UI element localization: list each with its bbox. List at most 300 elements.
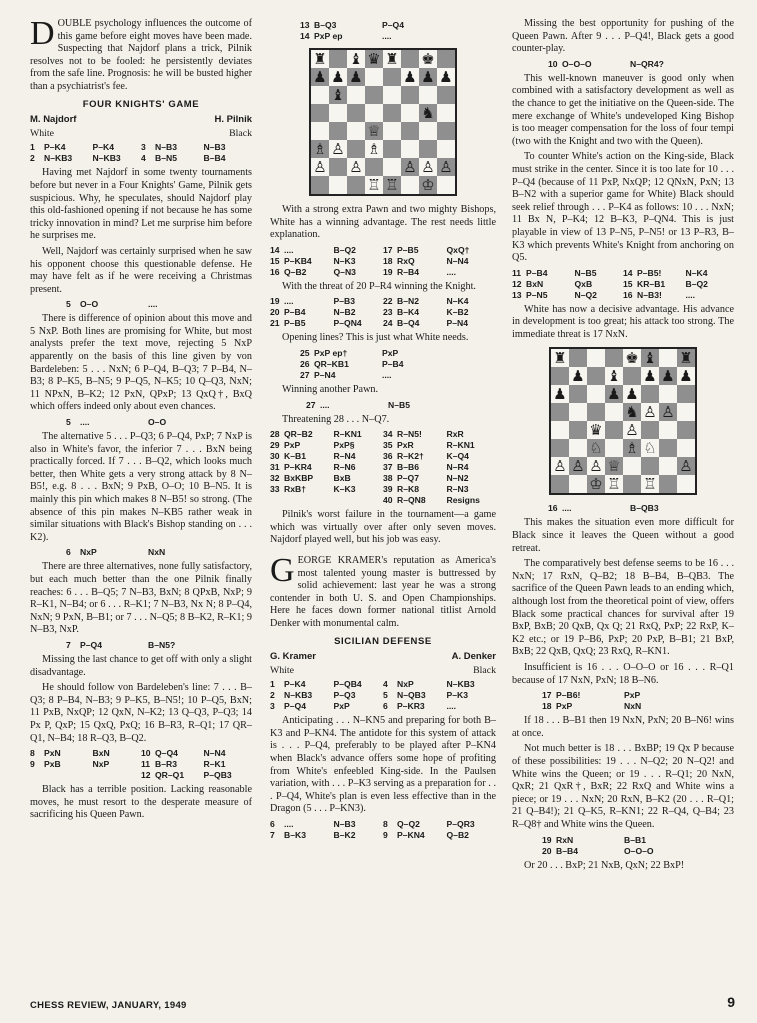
board-square <box>311 140 329 158</box>
move-cell: 6 <box>270 819 275 830</box>
board-square <box>677 457 695 475</box>
players: M. Najdorf H. Pilnik <box>30 114 252 126</box>
move-cell: P–QB3 <box>203 770 232 781</box>
black-pawn-icon: ♟ <box>625 385 639 404</box>
move-row <box>30 153 252 164</box>
board-square <box>365 176 383 194</box>
board-square <box>605 385 623 403</box>
board-square <box>347 68 365 86</box>
move-cell: P–B5! <box>637 267 662 278</box>
board-square <box>659 457 677 475</box>
board-square <box>677 367 695 385</box>
move-pair <box>383 462 496 473</box>
board-square <box>401 68 419 86</box>
board-square <box>569 421 587 439</box>
board-square <box>551 421 569 439</box>
move-cell: 17 <box>383 244 393 255</box>
move-cell: P–K4 <box>284 679 306 690</box>
move-pair <box>383 451 496 462</box>
move-table <box>270 429 496 506</box>
chess-diagram <box>549 347 697 495</box>
move-row <box>270 267 496 278</box>
move-pair <box>512 279 623 290</box>
move-cell: P–Q4 <box>80 639 102 650</box>
board-square <box>659 385 677 403</box>
annotation: Missing the last chance to get off with only a slight disadvantage. <box>30 653 252 678</box>
black-pawn-icon: ♟ <box>571 367 585 386</box>
move-row <box>270 830 496 841</box>
move-cell: 12 <box>512 278 522 289</box>
board-square <box>641 439 659 457</box>
move-cell: R–N3 <box>446 484 469 495</box>
move-cell: P–KN4 <box>397 830 425 841</box>
board-square <box>347 140 365 158</box>
black-bishop-icon: ♝ <box>349 50 363 68</box>
move-cell: N–KB3 <box>44 153 73 164</box>
move-row <box>270 318 496 329</box>
white-bishop-icon: ♗ <box>367 140 381 158</box>
move-cell: N–B5 <box>574 267 597 278</box>
move-cell: NxP <box>397 679 414 690</box>
board-square <box>641 349 659 367</box>
move-cell: PxP ep† <box>314 347 348 358</box>
move-cell <box>93 770 142 781</box>
board-square <box>587 349 605 367</box>
black-pawn-icon: ♟ <box>331 68 345 86</box>
move-table <box>300 20 450 42</box>
move-cell: QxB <box>574 278 593 289</box>
move-cell: N–B2 <box>333 307 356 318</box>
move-cell: 5 <box>66 299 71 310</box>
board-square <box>401 122 419 140</box>
annotation: There is difference of opinion about this move and 5 NxP. Both lines are promising for White, but most analysts prefer the text move, rejecting 5 NxP apparently on the basis of this line given by von Bardeleben: 5 . . . NxN; 6 P–Q4, B–Q3; 7 P–B4, N–B3; 8 P–K5, B–N5; 9 P–Q5, N–K5; 10 Q–Q3, NxN; 11 NPxN, B–K2; 12 PxN, QPxP; 13 QxQ†, BxQ which offers indeed only about even chances. <box>30 313 252 413</box>
board-square <box>419 122 437 140</box>
move-cell: 32 <box>270 473 280 484</box>
move-cell: P–QN4 <box>333 318 362 329</box>
move-cell: 3 <box>270 701 275 712</box>
move-cell: RxR <box>446 429 464 440</box>
move-pair <box>383 484 496 495</box>
board-square <box>659 367 677 385</box>
move-cell: P–QR3 <box>446 819 475 830</box>
move-cell: P–Q3 <box>333 690 356 701</box>
move-cell: .... <box>148 299 158 310</box>
board-square <box>329 122 347 140</box>
move-cell: R–K2† <box>397 451 424 462</box>
move-pair <box>30 142 141 153</box>
move-row <box>542 835 692 846</box>
board-square <box>623 475 641 493</box>
move-row <box>300 31 450 42</box>
board-square <box>401 86 419 104</box>
move-cell: 25 <box>300 347 310 358</box>
move-table <box>270 679 496 712</box>
move-cell: 7 <box>66 639 71 650</box>
move-cell: RxQ <box>397 255 415 266</box>
move-table <box>270 245 496 278</box>
move-pair <box>30 748 141 759</box>
white-rook-icon: ♖ <box>643 475 657 494</box>
board-square <box>347 86 365 104</box>
move-cell: K–B1 <box>284 451 306 462</box>
move-cell: BxN <box>526 278 544 289</box>
board-square <box>623 349 641 367</box>
move-cell: P–B4 <box>526 267 548 278</box>
move-cell: PxP <box>556 701 573 712</box>
move-cell: N–N4 <box>203 748 226 759</box>
move-cell: 10 <box>548 58 558 69</box>
white-queen-icon: ♕ <box>367 122 381 140</box>
annotation: Or 20 . . . BxP; 21 NxB, QxN; 22 BxP! <box>524 859 685 871</box>
board-square <box>383 86 401 104</box>
footer: CHESS REVIEW, JANUARY, 1949 <box>30 1000 187 1011</box>
move-cell: 11 <box>512 267 522 278</box>
move-cell: B–B4 <box>556 845 578 856</box>
move-cell: P–KR4 <box>284 462 312 473</box>
move-cell: P–B3 <box>333 296 355 307</box>
annotation: The alternative 5 . . . P–Q3; 6 P–Q4, PxP; 7 NxP is also in White's favor, the inferior 7 . . . BxN being practically forced. If 7 . . . B–Q2, which looks much better, then White gets a very strong attack by 8 N–B5!, e.g. 8 . . . BxN; 9 PxB, O–O; 10 B–N5. It is mainly this pin which makes 8 N–B5! so strong. (The absence of this pin makes N–KB5 rather weak in similar situations with Black's Bishop standing on . . . K2). <box>30 431 252 543</box>
white-bishop-icon: ♗ <box>625 439 639 458</box>
board-square <box>347 50 365 68</box>
move-pair <box>270 819 383 830</box>
board-square <box>437 50 455 68</box>
move-cell: R–N4 <box>333 451 356 462</box>
move-row <box>270 462 496 473</box>
move-cell: B–N5 <box>155 153 177 164</box>
board-square <box>551 349 569 367</box>
board-square <box>677 439 695 457</box>
move-cell: .... <box>382 31 392 41</box>
move-cell: .... <box>284 296 294 307</box>
move-cell: NxP <box>92 759 110 770</box>
move-row <box>270 429 496 440</box>
board-square <box>311 86 329 104</box>
board-square <box>587 439 605 457</box>
move-cell: B–B1 <box>624 834 646 845</box>
board-square <box>365 50 383 68</box>
move-pair <box>383 296 496 307</box>
move-cell: NxP <box>80 547 97 558</box>
board-square <box>419 176 437 194</box>
move-cell: B–Q3 <box>314 20 337 30</box>
move-pair <box>30 770 141 781</box>
move-pair <box>512 290 623 301</box>
move-table <box>300 348 450 381</box>
board-square <box>641 421 659 439</box>
game-heading: FOUR KNIGHTS' GAME <box>82 98 200 110</box>
move-cell: 16 <box>623 289 633 300</box>
annotation: Winning another Pawn. <box>282 383 379 395</box>
move-cell: 8 <box>30 748 35 759</box>
move-cell: 27 <box>300 369 310 380</box>
move-pair <box>383 440 496 451</box>
white-pawn-icon: ♙ <box>679 457 693 476</box>
move-pair <box>270 462 383 473</box>
move-cell: R–KN1 <box>333 429 362 440</box>
board-square <box>383 140 401 158</box>
move-cell: 22 <box>383 296 393 307</box>
board-square <box>641 457 659 475</box>
white-rook-icon: ♖ <box>607 475 621 494</box>
move-cell: 12 <box>141 770 151 781</box>
move-cell: R–K8 <box>397 484 419 495</box>
annotation: Anticipating . . . N–KN5 and preparing for both B–K3 and P–KN4. The antidote for this system of attack is . . . P–Q4, preferably to be played after P–KN4 when Black's advance offers some hope of profiting from White's enfeebled King-side. In the Paulsen variation, with . . . P–K3 serving as a preparation for . . . P–Q4, White's plan is even less effective than in the Dragon (5 . . . P–KN3). <box>270 715 496 815</box>
move-pair <box>270 307 383 318</box>
white-pawn-icon: ♙ <box>571 457 585 476</box>
move-cell: 9 <box>383 830 388 841</box>
move-pair <box>383 819 496 830</box>
move-line <box>66 417 216 428</box>
move-cell: P–K3 <box>446 690 468 701</box>
move-row <box>512 279 734 290</box>
white-pawn-icon: ♙ <box>625 421 639 440</box>
board-square <box>605 439 623 457</box>
board-square <box>605 457 623 475</box>
board-square <box>659 349 677 367</box>
move-cell: N–N2 <box>446 473 469 484</box>
move-cell: N–K3 <box>333 255 356 266</box>
move-cell: P–K4 <box>44 142 66 153</box>
board-square <box>551 457 569 475</box>
move-cell: 36 <box>383 451 393 462</box>
move-cell: BxN <box>92 748 110 759</box>
players: G. Kramer A. Denker <box>270 651 496 663</box>
move-pair <box>270 318 383 329</box>
move-cell: B–K2 <box>333 830 356 841</box>
black-pawn-icon: ♟ <box>643 367 657 386</box>
move-cell: R–N5! <box>397 429 422 440</box>
move-line <box>66 640 216 651</box>
move-cell: .... <box>80 417 90 428</box>
black-pawn-icon: ♟ <box>553 385 567 404</box>
chess-diagram <box>309 48 457 196</box>
board-square <box>347 122 365 140</box>
move-cell: 8 <box>383 819 388 830</box>
move-cell: 15 <box>623 278 633 289</box>
move-cell: 40 <box>383 495 393 506</box>
move-row <box>66 299 216 310</box>
move-line <box>548 503 698 514</box>
move-cell: 9 <box>30 759 35 770</box>
intro-paragraph: DOUBLE psychology influences the outcome of this game before eight moves have been made. Suspecting that Najdorf plans a trick, Pilnik resolves not to be fooled: he persistently deviates from the safe line. Prognosis: he will be busted higher than a psychiatrist's fee. <box>30 15 252 92</box>
move-cell: P–Q4 <box>382 20 404 30</box>
move-pair <box>383 307 496 318</box>
black-pawn-icon: ♟ <box>313 68 327 86</box>
black-king-icon: ♚ <box>421 50 435 68</box>
move-cell: P–N5 <box>526 289 548 300</box>
white-pawn-icon: ♙ <box>643 403 657 422</box>
move-cell: 38 <box>383 473 393 484</box>
move-cell: N–N4 <box>446 255 469 266</box>
move-cell: 17 <box>542 690 552 701</box>
board-square <box>311 104 329 122</box>
move-row <box>30 759 252 770</box>
annotation: To counter White's action on the King-side, Black must strike in the center. Since it is too late for 10 . . . P–Q4 (because of 11 PxP, NxQP; 12 QNxN, PxN; 13 B–N2 with a superior game for White) Black should seek relief through . . . P–K4 as follows: 10 . . . NxN; 11 Bx N, P–K4; 12 B–K3, P–QN4. This is just playable in view of 13 P–N5, P–N5! or 13 P–R3, B–K3 which prevents White's Knight from anchoring on Q5. <box>512 151 734 264</box>
move-row <box>270 690 496 701</box>
annotation: This well-known maneuver is good only when combined with a satisfactory development as well as the chance to get the initiative on the Queen-side. The mere exchange of White's undeveloped King Bishop is too meager compensation for the loss of four tempi (two with the Knight and two with the Queen). <box>512 72 734 147</box>
move-cell: 1 <box>30 142 35 153</box>
board-square <box>659 475 677 493</box>
move-pair <box>383 256 496 267</box>
move-cell: .... <box>685 289 696 300</box>
board-square <box>365 122 383 140</box>
annotation: White has now a decisive advantage. His advance in development is too great; his attack too strong. The immediate threat is 17 NxN. <box>512 303 734 340</box>
board-square <box>383 68 401 86</box>
move-cell: .... <box>446 266 457 277</box>
annotation: With the threat of 20 P–R4 winning the Knight. <box>282 280 476 292</box>
move-cell: R–B4 <box>397 266 419 277</box>
drop-cap: D <box>30 15 55 52</box>
board-square <box>623 439 641 457</box>
move-pair <box>270 296 383 307</box>
board-square <box>383 104 401 122</box>
move-pair <box>270 830 383 841</box>
move-cell: P–N4 <box>446 318 468 329</box>
move-cell: P–B4 <box>284 307 306 318</box>
board-square <box>329 50 347 68</box>
board-square <box>383 176 401 194</box>
move-pair <box>30 153 141 164</box>
black-bishop-icon: ♝ <box>607 367 621 386</box>
move-pair <box>383 830 496 841</box>
intro-paragraph: GEORGE KRAMER's reputation as America's most talented young master is buttressed by solid achievement: last year he was a strong contender in both U. S. and Open Championships. Here he faces down former national titlist Arnold Denker with monumental calm. <box>270 551 496 629</box>
move-cell: B–R3 <box>155 759 177 770</box>
move-row <box>270 451 496 462</box>
move-cell: P–B5 <box>284 318 306 329</box>
board-square <box>569 475 587 493</box>
move-cell: BxB <box>333 473 351 484</box>
move-row <box>270 819 496 830</box>
move-pair <box>270 473 383 484</box>
move-pair <box>383 245 496 256</box>
move-cell: PxP <box>382 347 399 358</box>
board-square <box>401 50 419 68</box>
board-square <box>419 50 437 68</box>
move-pair <box>383 429 496 440</box>
board-square <box>329 68 347 86</box>
board-square <box>437 104 455 122</box>
move-line <box>548 59 698 70</box>
board-square <box>329 86 347 104</box>
white-pawn-icon: ♙ <box>553 457 567 476</box>
annotation: He should follow von Bardeleben's line: 7 . . . B–Q3; 8 P–B4, N–B3; 9 P–K5, B–N5!; 10 P–Q5, BxN; 11 PxB, NxQP; 12 QxN, N–K2; 13 Q–Q3, P–Q3; 14 Px P, QxP; 15 QxQ, PxQ; 16 B–R3, R–Q1; 17 QR–Q1, N–B4; 18 R–Q3, B–Q2. <box>30 682 252 744</box>
board-square <box>551 475 569 493</box>
move-cell: P–B6! <box>556 690 581 701</box>
move-cell: 37 <box>383 462 393 473</box>
board-square <box>401 176 419 194</box>
black-pawn-icon: ♟ <box>403 68 417 86</box>
move-pair <box>270 495 383 506</box>
annotation: Not much better is 18 . . . BxBP; 19 Qx P because of these possibilities: 19 . . . N–Q2; 20 N–Q2! and White wins the Queen; or 19 . . . R–Q1; 20 NxN, QxR; 21 QxR†, BxR; 22 RxQ and White wins a piece; or 19 . . . NxN; 20 RxN, B–K2 (20 . . . R–Q1; 21 Q–B4!); 21 Q–K5, R–KN1; 22 R–Q4, Q–B4; 23 R–Q8† and White wins the Queen. <box>512 743 734 830</box>
board-square <box>569 439 587 457</box>
move-cell: 1 <box>270 679 275 690</box>
move-row <box>548 59 698 70</box>
black-knight-icon: ♞ <box>625 403 639 422</box>
black-knight-icon: ♞ <box>421 104 435 122</box>
board-square <box>347 104 365 122</box>
move-row <box>512 268 734 279</box>
game-heading: SICILIAN DEFENSE <box>334 635 432 647</box>
black-king-icon: ♚ <box>625 349 639 368</box>
move-row <box>542 690 692 701</box>
white-knight-icon: ♘ <box>589 439 603 458</box>
move-cell: NxN <box>148 547 166 558</box>
move-cell: 16 <box>548 503 558 514</box>
move-cell: B–N5? <box>148 639 176 650</box>
move-row <box>66 417 216 428</box>
move-pair <box>383 267 496 278</box>
board-square <box>419 140 437 158</box>
board-square <box>641 385 659 403</box>
move-cell: PxN <box>44 748 61 759</box>
annotation: This makes the situation even more difficult for Black since it leaves the Queen without a good retreat. <box>512 517 734 554</box>
move-cell: Resigns <box>446 495 480 506</box>
white-rook-icon: ♖ <box>385 176 399 194</box>
move-cell: B–K3 <box>284 830 306 841</box>
black-rook-icon: ♜ <box>679 349 693 368</box>
move-row <box>30 770 252 781</box>
move-cell: 10 <box>141 748 151 759</box>
white-pawn-icon: ♙ <box>331 140 345 158</box>
move-cell: N–B3 <box>333 819 356 830</box>
move-pair <box>141 759 252 770</box>
move-cell: 14 <box>270 244 280 255</box>
move-cell: PxB <box>44 759 61 770</box>
move-cell: N–B5 <box>388 399 410 410</box>
board-square <box>605 475 623 493</box>
black-bishop-icon: ♝ <box>331 86 345 104</box>
annotation: Pilnik's worst failure in the tournament—a game which was virtually over after only seven moves. Najdorf played well, but his job was easy. <box>270 509 496 546</box>
move-cell: 33 <box>270 484 280 495</box>
move-cell: QR–B2 <box>284 429 313 440</box>
move-cell: P–KB4 <box>284 255 312 266</box>
black-pawn-icon: ♟ <box>421 68 435 86</box>
move-cell: 30 <box>270 451 280 462</box>
board-square <box>623 421 641 439</box>
black-rook-icon: ♜ <box>553 349 567 368</box>
move-cell <box>284 495 334 506</box>
move-pair <box>270 484 383 495</box>
annotation: With a strong extra Pawn and two mighty Bishops, White has a winning advantage. The rest needs little explanation. <box>270 204 496 241</box>
white-queen-icon: ♕ <box>607 457 621 476</box>
move-cell: 5 <box>383 690 388 701</box>
move-cell: R–K1 <box>203 759 226 770</box>
board-square <box>311 176 329 194</box>
move-cell: 31 <box>270 462 280 473</box>
move-row <box>270 495 496 506</box>
move-table <box>512 268 734 301</box>
move-cell: P–QB4 <box>333 679 362 690</box>
board-square <box>659 439 677 457</box>
black-pawn-icon: ♟ <box>349 68 363 86</box>
board-square <box>347 158 365 176</box>
board-square <box>677 349 695 367</box>
move-cell <box>270 495 284 506</box>
white-pawn-icon: ♙ <box>421 158 435 176</box>
board-square <box>311 122 329 140</box>
move-cell: K–B2 <box>446 307 469 318</box>
move-cell: N–B3 <box>203 142 226 153</box>
move-cell: .... <box>562 503 572 514</box>
move-cell: 4 <box>141 153 146 164</box>
move-cell: B–B6 <box>397 462 419 473</box>
board-square <box>401 104 419 122</box>
move-cell: 19 <box>383 266 393 277</box>
move-pair <box>383 690 496 701</box>
black-pawn-icon: ♟ <box>679 367 693 386</box>
move-pair <box>141 770 252 781</box>
board-square <box>569 367 587 385</box>
